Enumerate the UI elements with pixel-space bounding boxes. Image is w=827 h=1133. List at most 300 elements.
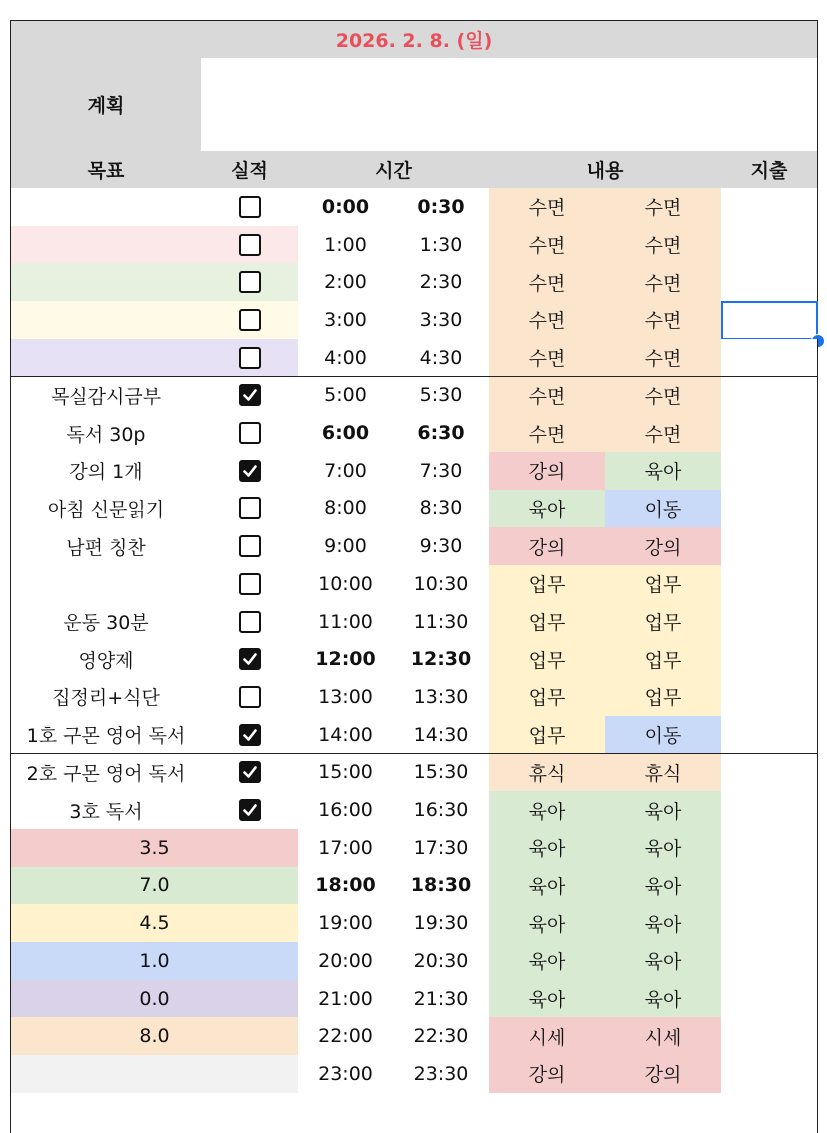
- expense-cell[interactable]: [721, 942, 818, 981]
- content-cell-text: 휴식: [528, 762, 566, 785]
- plan-label-text: 계획: [87, 95, 125, 117]
- time-end-cell[interactable]: [393, 377, 490, 416]
- content-cell[interactable]: [605, 1017, 722, 1056]
- content-cell[interactable]: [489, 339, 606, 378]
- content-cell-text: 수면: [644, 272, 682, 295]
- goal-cell-text: 운동 30분: [63, 612, 149, 635]
- time-end-cell-text: 4:30: [419, 346, 463, 369]
- time-start-cell[interactable]: [298, 527, 394, 566]
- time-start-cell-text: 6:00: [321, 422, 370, 445]
- expense-cell[interactable]: [721, 339, 818, 378]
- time-start-cell-text: 20:00: [318, 949, 373, 972]
- time-start-cell-text: 8:00: [324, 497, 367, 520]
- time-end-cell-text: 13:30: [413, 685, 469, 708]
- time-end-cell[interactable]: [393, 565, 490, 604]
- goal-cell[interactable]: [10, 716, 202, 755]
- content-cell-text: 육아: [528, 838, 566, 861]
- done-cell[interactable]: [201, 339, 299, 378]
- goal-cell[interactable]: [10, 640, 202, 679]
- content-cell[interactable]: [605, 640, 722, 679]
- time-end-cell[interactable]: [393, 452, 490, 491]
- expense-cell[interactable]: [721, 377, 818, 416]
- content-cell[interactable]: [489, 791, 606, 830]
- content-cell[interactable]: [489, 678, 606, 717]
- expense-cell[interactable]: [721, 867, 818, 906]
- checkbox-unchecked[interactable]: [239, 535, 261, 557]
- time-start-cell-text: 22:00: [318, 1025, 373, 1048]
- date-title[interactable]: [10, 20, 818, 59]
- time-end-cell-text: 2:30: [419, 271, 463, 294]
- content-cell-text: 육아: [528, 913, 566, 936]
- check-icon: [242, 727, 258, 743]
- goal-cell[interactable]: [10, 377, 202, 416]
- content-cell[interactable]: [489, 301, 606, 340]
- done-cell[interactable]: [201, 754, 299, 793]
- checkbox-checked[interactable]: [239, 384, 261, 406]
- checkbox-unchecked[interactable]: [239, 611, 261, 633]
- plan-input[interactable]: [201, 58, 818, 152]
- time-start-cell-text: 1:00: [324, 233, 367, 256]
- goal-cell[interactable]: [10, 678, 202, 717]
- time-end-cell[interactable]: [393, 980, 490, 1019]
- time-start-cell-text: 12:00: [315, 648, 376, 671]
- time-end-cell[interactable]: [393, 263, 490, 302]
- goal-cell[interactable]: [10, 754, 202, 793]
- time-end-cell-text: 1:30: [419, 233, 463, 256]
- time-end-cell-text: 5:30: [419, 384, 463, 407]
- time-end-cell[interactable]: [393, 603, 490, 642]
- time-start-cell[interactable]: [298, 263, 394, 302]
- category-hours-cell-text: 0.0: [139, 987, 170, 1010]
- content-cell-text: 육아: [644, 875, 682, 898]
- content-cell[interactable]: [489, 490, 606, 529]
- time-end-cell[interactable]: [393, 754, 490, 793]
- content-cell-text: 업무: [528, 725, 566, 748]
- time-start-cell[interactable]: [298, 904, 394, 943]
- checkbox-unchecked[interactable]: [239, 196, 261, 218]
- content-cell-text: 휴식: [644, 762, 682, 785]
- goal-cell[interactable]: [10, 339, 202, 378]
- time-start-cell[interactable]: [298, 603, 394, 642]
- time-end-cell-text: 9:30: [419, 535, 463, 558]
- content-cell[interactable]: [605, 490, 722, 529]
- content-cell-text: 육아: [644, 913, 682, 936]
- content-cell-text: 육아: [644, 989, 682, 1012]
- check-icon: [242, 802, 258, 818]
- content-cell[interactable]: [605, 829, 722, 868]
- time-start-cell[interactable]: [298, 791, 394, 830]
- time-end-cell[interactable]: [393, 527, 490, 566]
- content-cell-text: 이동: [644, 725, 682, 748]
- header-goal-text: 목표: [87, 160, 125, 182]
- time-start-cell[interactable]: [298, 716, 394, 755]
- time-end-cell-text: 22:30: [413, 1025, 469, 1048]
- goal-cell-text: 남편 칭찬: [66, 536, 146, 559]
- content-cell-text: 육아: [644, 951, 682, 974]
- goal-cell-text: 집정리+식단: [52, 687, 160, 710]
- content-cell[interactable]: [489, 1055, 606, 1094]
- content-cell[interactable]: [605, 527, 722, 566]
- time-end-cell-text: 15:30: [413, 761, 469, 784]
- time-start-cell[interactable]: [298, 414, 394, 453]
- time-start-cell[interactable]: [298, 754, 394, 793]
- content-cell-text: 육아: [528, 800, 566, 823]
- goal-cell-text: 목실감시금부: [50, 385, 162, 408]
- checkbox-unchecked[interactable]: [239, 347, 261, 369]
- done-cell[interactable]: [201, 716, 299, 755]
- expense-cell[interactable]: [721, 829, 818, 868]
- time-end-cell-text: 10:30: [413, 572, 469, 595]
- content-cell-text: 강의: [528, 461, 566, 484]
- goal-cell-text: 아침 신문읽기: [47, 498, 165, 521]
- content-cell-text: 육아: [528, 498, 566, 521]
- content-cell-text: 강의: [644, 1064, 682, 1087]
- time-end-cell[interactable]: [393, 188, 490, 227]
- time-end-cell[interactable]: [393, 640, 490, 679]
- time-end-cell-text: 11:30: [413, 610, 469, 633]
- content-cell[interactable]: [605, 339, 722, 378]
- done-cell[interactable]: [201, 791, 299, 830]
- goal-cell[interactable]: [10, 791, 202, 830]
- content-cell-text: 강의: [528, 1064, 566, 1087]
- time-end-cell-text: 19:30: [413, 912, 469, 935]
- time-start-cell-text: 19:00: [318, 912, 373, 935]
- content-cell[interactable]: [489, 904, 606, 943]
- expense-cell[interactable]: [721, 188, 818, 227]
- time-end-cell-text: 17:30: [413, 836, 469, 859]
- content-cell[interactable]: [605, 565, 722, 604]
- time-end-cell[interactable]: [393, 791, 490, 830]
- category-hours-cell[interactable]: [10, 1055, 299, 1094]
- checkbox-checked[interactable]: [239, 799, 261, 821]
- expense-cell[interactable]: [721, 226, 818, 265]
- time-end-cell[interactable]: [393, 904, 490, 943]
- header-done[interactable]: [201, 151, 299, 189]
- goal-cell-text: 1호 구몬 영어 독서: [26, 725, 186, 748]
- goal-cell[interactable]: [10, 263, 202, 302]
- header-done-text: 실적: [231, 160, 268, 182]
- time-start-cell-text: 4:00: [324, 346, 367, 369]
- checkbox-unchecked[interactable]: [239, 422, 261, 444]
- time-end-cell[interactable]: [393, 716, 490, 755]
- time-end-cell[interactable]: [393, 226, 490, 265]
- category-hours-cell[interactable]: [10, 867, 299, 906]
- content-cell-text: 수면: [528, 197, 566, 220]
- goal-cell-text: 독서 30p: [66, 423, 146, 446]
- goal-cell[interactable]: [10, 226, 202, 265]
- content-cell-text: 육아: [528, 951, 566, 974]
- time-end-cell[interactable]: [393, 942, 490, 981]
- content-cell-text: 육아: [644, 461, 682, 484]
- schedule-sheet: [10, 20, 818, 1105]
- done-cell[interactable]: [201, 301, 299, 340]
- checkbox-unchecked[interactable]: [239, 271, 261, 293]
- expense-cell[interactable]: [721, 716, 818, 755]
- done-cell[interactable]: [201, 678, 299, 717]
- goal-cell[interactable]: [10, 301, 202, 340]
- time-start-cell[interactable]: [298, 377, 394, 416]
- time-start-cell[interactable]: [298, 301, 394, 340]
- expense-cell[interactable]: [721, 301, 818, 340]
- content-cell-text: 육아: [644, 838, 682, 861]
- time-start-cell[interactable]: [298, 565, 394, 604]
- time-start-cell[interactable]: [298, 942, 394, 981]
- content-cell-text: 수면: [644, 310, 682, 333]
- time-end-cell[interactable]: [393, 301, 490, 340]
- check-icon: [242, 387, 258, 403]
- goal-cell[interactable]: [10, 490, 202, 529]
- content-cell[interactable]: [605, 414, 722, 453]
- content-cell-text: 이동: [644, 498, 682, 521]
- time-start-cell-text: 5:00: [324, 384, 367, 407]
- category-hours-cell[interactable]: [10, 829, 299, 868]
- time-start-cell-text: 9:00: [324, 535, 367, 558]
- time-end-cell[interactable]: [393, 1017, 490, 1056]
- done-cell[interactable]: [201, 188, 299, 227]
- content-cell[interactable]: [489, 980, 606, 1019]
- content-cell-text: 수면: [644, 348, 682, 371]
- checkbox-checked[interactable]: [239, 761, 261, 783]
- content-cell-text: 업무: [528, 612, 566, 635]
- category-hours-cell-text: 4.5: [139, 912, 170, 935]
- content-cell[interactable]: [605, 377, 722, 416]
- done-cell[interactable]: [201, 452, 299, 491]
- content-cell-text: 업무: [644, 687, 682, 710]
- content-cell[interactable]: [605, 301, 722, 340]
- checkbox-checked[interactable]: [239, 724, 261, 746]
- content-cell-text: 업무: [528, 649, 566, 672]
- time-end-cell-text: 14:30: [413, 723, 469, 746]
- header-time-text: 시간: [375, 160, 412, 182]
- content-cell[interactable]: [489, 377, 606, 416]
- time-start-cell[interactable]: [298, 829, 394, 868]
- content-cell[interactable]: [605, 980, 722, 1019]
- time-end-cell-text: 12:30: [410, 648, 472, 671]
- goal-cell[interactable]: [10, 527, 202, 566]
- checkbox-unchecked[interactable]: [239, 234, 261, 256]
- expense-cell[interactable]: [721, 263, 818, 302]
- content-cell-text: 업무: [528, 687, 566, 710]
- expense-cell[interactable]: [721, 791, 818, 830]
- time-end-cell[interactable]: [393, 339, 490, 378]
- time-start-cell[interactable]: [298, 1017, 394, 1056]
- category-hours-cell-text: 3.5: [139, 836, 170, 859]
- header-expense[interactable]: [721, 151, 818, 189]
- expense-cell[interactable]: [721, 603, 818, 642]
- content-cell[interactable]: [605, 1055, 722, 1094]
- expense-cell[interactable]: [721, 527, 818, 566]
- content-cell[interactable]: [489, 603, 606, 642]
- content-cell-text: 수면: [528, 348, 566, 371]
- time-end-cell[interactable]: [393, 829, 490, 868]
- time-end-cell[interactable]: [393, 490, 490, 529]
- check-icon: [242, 764, 258, 780]
- content-cell[interactable]: [489, 716, 606, 755]
- content-cell[interactable]: [489, 867, 606, 906]
- time-end-cell-text: 18:30: [410, 874, 472, 897]
- content-cell-text: 수면: [528, 423, 566, 446]
- expense-cell[interactable]: [721, 640, 818, 679]
- expense-cell[interactable]: [721, 452, 818, 491]
- time-end-cell[interactable]: [393, 867, 490, 906]
- time-start-cell-text: 13:00: [318, 685, 373, 708]
- expense-cell[interactable]: [721, 565, 818, 604]
- time-start-cell[interactable]: [298, 980, 394, 1019]
- goal-cell[interactable]: [10, 188, 202, 227]
- time-end-cell-text: 16:30: [413, 799, 469, 822]
- content-cell-text: 수면: [528, 272, 566, 295]
- content-cell-text: 육아: [644, 800, 682, 823]
- content-cell[interactable]: [605, 263, 722, 302]
- goal-cell[interactable]: [10, 452, 202, 491]
- expense-cell[interactable]: [721, 414, 818, 453]
- plan-label[interactable]: [10, 58, 202, 152]
- content-cell[interactable]: [489, 829, 606, 868]
- content-cell-text: 수면: [644, 423, 682, 446]
- content-cell-text: 시세: [644, 1026, 682, 1049]
- checkbox-unchecked[interactable]: [239, 573, 261, 595]
- expense-cell[interactable]: [721, 980, 818, 1019]
- header-goal[interactable]: [10, 151, 202, 189]
- content-cell-text: 수면: [644, 385, 682, 408]
- header-time[interactable]: [298, 151, 490, 189]
- check-icon: [242, 463, 258, 479]
- category-hours-cell[interactable]: [10, 942, 299, 981]
- content-cell[interactable]: [489, 527, 606, 566]
- category-hours-cell[interactable]: [10, 1017, 299, 1056]
- goal-cell-text: 2호 구몬 영어 독서: [26, 762, 186, 785]
- done-cell[interactable]: [201, 565, 299, 604]
- time-start-cell[interactable]: [298, 867, 394, 906]
- content-cell[interactable]: [605, 867, 722, 906]
- category-hours-cell-text: 8.0: [139, 1025, 170, 1048]
- content-cell[interactable]: [605, 452, 722, 491]
- header-content[interactable]: [489, 151, 722, 189]
- content-cell[interactable]: [605, 791, 722, 830]
- header-expense-text: 지출: [750, 160, 788, 182]
- time-start-cell-text: 2:00: [324, 271, 367, 294]
- content-cell[interactable]: [605, 754, 722, 793]
- content-cell[interactable]: [489, 942, 606, 981]
- goal-cell[interactable]: [10, 565, 202, 604]
- content-cell[interactable]: [605, 678, 722, 717]
- content-cell[interactable]: [605, 904, 722, 943]
- time-start-cell-text: 17:00: [318, 836, 373, 859]
- content-cell-text: 강의: [528, 536, 566, 559]
- content-cell[interactable]: [489, 754, 606, 793]
- time-end-cell-text: 20:30: [413, 949, 469, 972]
- expense-cell[interactable]: [721, 678, 818, 717]
- time-end-cell-text: 23:30: [413, 1062, 469, 1085]
- time-start-cell[interactable]: [298, 678, 394, 717]
- goal-cell[interactable]: [10, 603, 202, 642]
- time-start-cell-text: 23:00: [318, 1062, 373, 1085]
- checkbox-unchecked[interactable]: [239, 497, 261, 519]
- category-hours-cell[interactable]: [10, 980, 299, 1019]
- expense-cell[interactable]: [721, 904, 818, 943]
- time-start-cell-text: 15:00: [318, 761, 373, 784]
- content-cell[interactable]: [605, 716, 722, 755]
- expense-cell[interactable]: [721, 490, 818, 529]
- time-end-cell-text: 7:30: [419, 459, 463, 482]
- time-start-cell[interactable]: [298, 226, 394, 265]
- category-hours-cell[interactable]: [10, 904, 299, 943]
- checkbox-checked[interactable]: [239, 648, 261, 670]
- content-cell[interactable]: [605, 942, 722, 981]
- content-cell[interactable]: [489, 640, 606, 679]
- time-end-cell[interactable]: [393, 678, 490, 717]
- content-cell-text: 업무: [528, 574, 566, 597]
- time-start-cell-text: 14:00: [318, 723, 373, 746]
- checkbox-unchecked[interactable]: [239, 309, 261, 331]
- time-end-cell[interactable]: [393, 414, 490, 453]
- time-start-cell[interactable]: [298, 1055, 394, 1094]
- check-icon: [242, 651, 258, 667]
- done-cell[interactable]: [201, 226, 299, 265]
- time-end-cell-text: 6:30: [417, 422, 465, 445]
- content-cell[interactable]: [605, 188, 722, 227]
- content-cell[interactable]: [605, 226, 722, 265]
- expense-cell[interactable]: [721, 1055, 818, 1094]
- goal-cell-text: 영양제: [78, 649, 134, 672]
- time-end-cell-text: 0:30: [417, 195, 465, 218]
- time-start-cell[interactable]: [298, 339, 394, 378]
- content-cell[interactable]: [489, 414, 606, 453]
- time-start-cell[interactable]: [298, 490, 394, 529]
- content-cell[interactable]: [489, 1017, 606, 1056]
- content-cell[interactable]: [605, 603, 722, 642]
- goal-cell-text: 강의 1개: [69, 461, 143, 484]
- content-cell[interactable]: [489, 263, 606, 302]
- category-hours-cell-text: 1.0: [139, 949, 170, 972]
- time-start-cell-text: 16:00: [318, 799, 373, 822]
- content-cell-text: 업무: [644, 612, 682, 635]
- checkbox-checked[interactable]: [239, 460, 261, 482]
- done-cell[interactable]: [201, 263, 299, 302]
- time-start-cell[interactable]: [298, 640, 394, 679]
- content-cell-text: 시세: [528, 1026, 566, 1049]
- time-start-cell-text: 10:00: [318, 572, 373, 595]
- done-cell[interactable]: [201, 377, 299, 416]
- content-cell-text: 육아: [528, 989, 566, 1012]
- time-start-cell-text: 7:00: [324, 459, 367, 482]
- content-cell[interactable]: [489, 452, 606, 491]
- content-cell[interactable]: [489, 565, 606, 604]
- header-content-text: 내용: [586, 160, 624, 182]
- expense-cell[interactable]: [721, 1017, 818, 1056]
- time-start-cell[interactable]: [298, 452, 394, 491]
- category-hours-cell-text: 7.0: [139, 874, 170, 897]
- done-cell[interactable]: [201, 414, 299, 453]
- done-cell[interactable]: [201, 640, 299, 679]
- content-cell-text: 업무: [644, 574, 682, 597]
- time-start-cell[interactable]: [298, 188, 394, 227]
- time-start-cell-text: 3:00: [324, 308, 367, 331]
- goal-cell[interactable]: [10, 414, 202, 453]
- time-end-cell[interactable]: [393, 1055, 490, 1094]
- content-cell[interactable]: [489, 226, 606, 265]
- done-cell[interactable]: [201, 527, 299, 566]
- done-cell[interactable]: [201, 490, 299, 529]
- content-cell-text: 업무: [644, 649, 682, 672]
- content-cell-text: 수면: [644, 235, 682, 258]
- expense-cell[interactable]: [721, 754, 818, 793]
- content-cell-text: 수면: [644, 197, 682, 220]
- checkbox-unchecked[interactable]: [239, 686, 261, 708]
- done-cell[interactable]: [201, 603, 299, 642]
- time-end-cell-text: 8:30: [419, 497, 463, 520]
- content-cell[interactable]: [489, 188, 606, 227]
